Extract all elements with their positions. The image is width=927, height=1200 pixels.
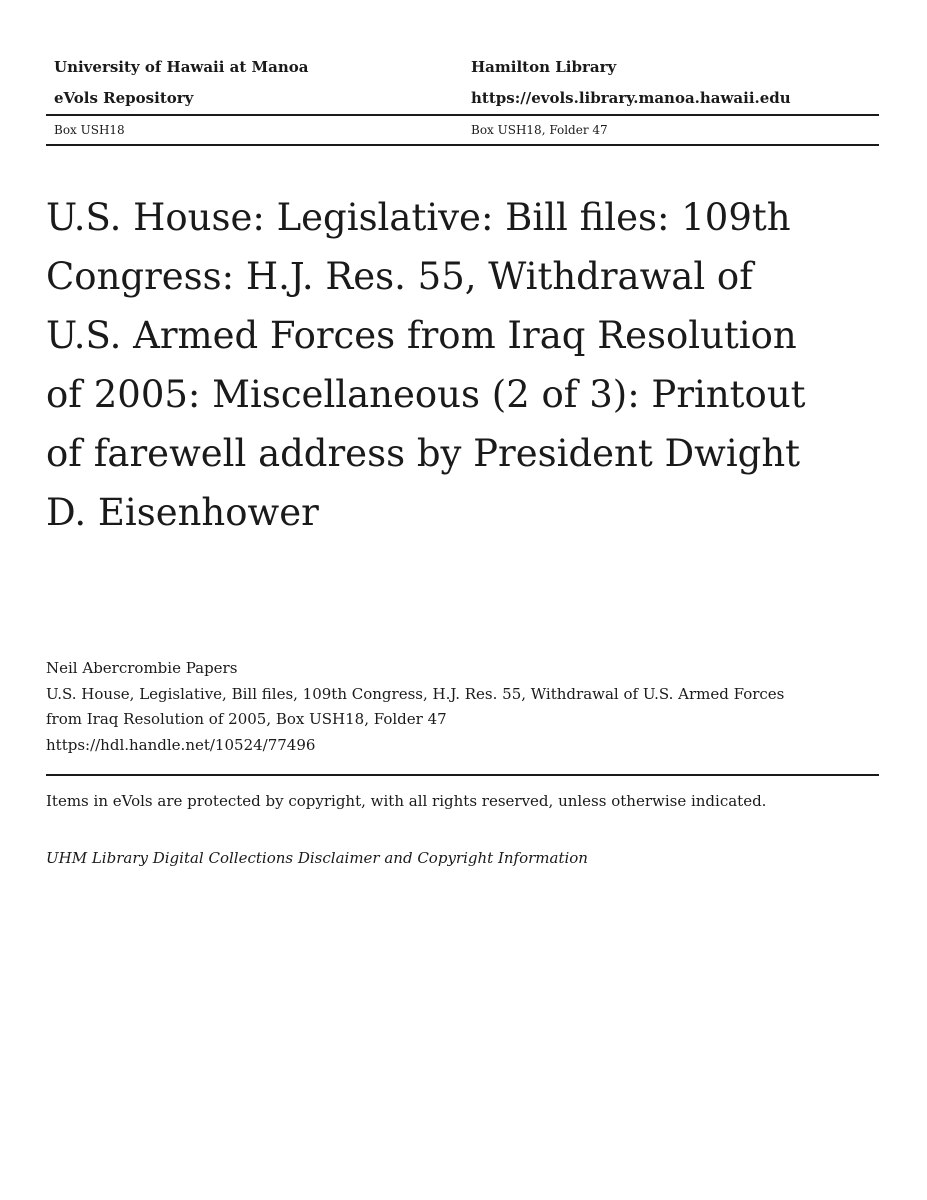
- institution-name: University of Hawaii at Manoa: [54, 58, 309, 76]
- document-metadata: [46, 656, 806, 758]
- header-row-3: [46, 116, 879, 144]
- collection-name: Neil Abercrombie Papers: [46, 659, 238, 677]
- document-title: U.S. House: Legislative: Bill files: 109th Congress: H.J. Res. 55, Withdrawal of U.S. Armed Forces from Iraq Resolution of 2005: Miscellaneous (2 of 3): Printout of farewell address by President Dwight D. Eisenhower: [46, 196, 806, 534]
- copyright-notice: Items in eVols are protected by copyright, with all rights reserved, unless otherwise indicated.: [46, 792, 767, 810]
- document-description: U.S. House, Legislative, Bill files, 109th Congress, H.J. Res. 55, Withdrawal of U.S. Armed Forces from Iraq Resolution of 2005, Box USH18, Folder 47: [46, 684, 785, 728]
- handle-link[interactable]: https://hdl.handle.net/10524/77496: [46, 735, 316, 754]
- cover-header: [46, 52, 879, 146]
- header-row-2: [46, 83, 879, 114]
- header-divider-bottom: [46, 144, 879, 146]
- repository-url[interactable]: https://evols.library.manoa.hawaii.edu: [471, 89, 791, 107]
- box-folder-label: Box USH18, Folder 47: [471, 123, 608, 137]
- metadata-divider: [46, 774, 879, 776]
- repository-name: eVols Repository: [54, 89, 194, 107]
- library-name: Hamilton Library: [471, 58, 617, 76]
- disclaimer-link[interactable]: UHM Library Digital Collections Disclaimer and Copyright Information: [46, 849, 588, 867]
- header-row-1: [46, 52, 879, 83]
- box-label: Box USH18: [54, 123, 125, 137]
